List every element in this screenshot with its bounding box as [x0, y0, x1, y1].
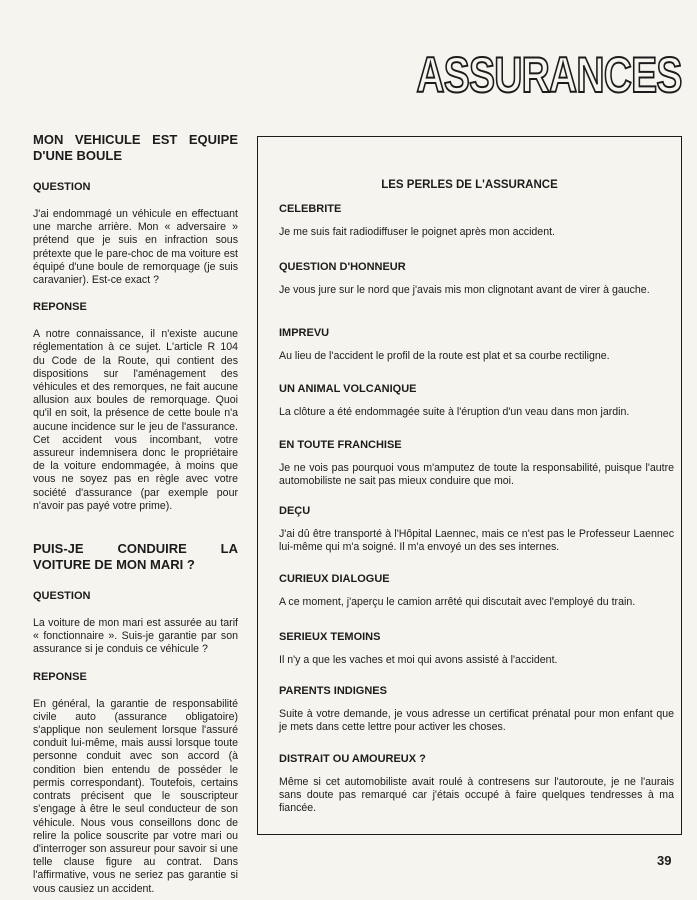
- perle-item: [279, 685, 674, 734]
- perle-title: DISTRAIT OU AMOUREUX ?: [279, 753, 426, 765]
- perle-item: [279, 439, 674, 488]
- perle-text: Il n'y a que les vaches et moi qui avons assisté à l'accident.: [279, 654, 558, 666]
- perle-text: Suite à votre demande, je vous adresse un certificat prénatal pour mon enfant que je mets dans cette lettre pour activer les choses.: [279, 708, 674, 734]
- masthead-title: ASSURANCES: [416, 47, 682, 103]
- perle-text: Même si cet automobiliste avait roulé à contresens sur l'autoroute, je ne l'aurais sans doute pas remarqué car j'étais occupé à faire quelques tendresses à ma fiancée.: [279, 776, 674, 815]
- perle-item: [279, 753, 674, 816]
- left-column: [33, 132, 238, 896]
- perles-box: [257, 136, 682, 835]
- section-1-answer: A notre connaissance, il n'existe aucune réglementation à ce sujet. L'article R 104 du Code de la Route, qui contient des dispositions sur l'aménagement des véhicules et des remorques, ne fait aucune allusion aux boules de remorquage. Quoi qu'il en soit, la présence de cette boule n'a aucune incidence sur le jeu de l'assurance. Cet accident vous incombant, votre assureur indemnisera donc le propriétaire de la voiture endommagée, à moins que vous ne soyez pas en règle avec votre société d'assurance (par exemple pour n'avoir pas payé votre prime).: [33, 328, 238, 512]
- perle-title: EN TOUTE FRANCHISE: [279, 439, 402, 451]
- section-1-title: MON VEHICULE EST EQUIPE D'UNE BOULE: [33, 132, 238, 163]
- perle-text: A ce moment, j'aperçu le camion arrêté qui discutait avec l'employé du train.: [279, 596, 636, 608]
- section-1-question: J'ai endommagé un véhicule en effectuant une marche arrière. Mon « adversaire » prétend que je suis en infraction sous prétexte que le pare-choc de ma voiture est équipé d'une boule de remorquage (je suis caravanier). Est-ce exact ?: [33, 208, 238, 287]
- perle-item: [279, 631, 674, 667]
- perle-title: UN ANIMAL VOLCANIQUE: [279, 383, 417, 395]
- perle-item: [279, 505, 674, 554]
- perle-item: [279, 261, 674, 297]
- perle-text: Je me suis fait radiodiffuser le poignet après mon accident.: [279, 226, 555, 238]
- perle-text: J'ai dû être transporté à l'Hôpital Laennec, mais ce n'est pas le Professeur Laennec lui-même qui m'a soigné. Il m'a envoyé un des ses internes.: [279, 528, 674, 554]
- page-number: 39: [657, 853, 672, 868]
- perle-title: SERIEUX TEMOINS: [279, 631, 381, 643]
- section-2-question-label: QUESTION: [33, 590, 91, 603]
- section-2-answer-label: REPONSE: [33, 670, 87, 683]
- perle-text: Au lieu de l'accident le profil de la route est plat et sa courbe rectiligne.: [279, 350, 610, 362]
- perle-item: [279, 573, 674, 609]
- section-2-answer: En général, la garantie de responsabilité civile auto (assurance obligatoire) s'applique non seulement lorsque l'assuré conduit lui-même, mais aussi lorsque toute personne conduit avec son accord (à condition bien entendu de posséder le permis correspondant). Toutefois, certains contrats précisent que le souscripteur s'engage à être le seul conducteur de son véhicule. Nous vous conseillons donc de relire la police souscrite par votre mari ou d'interroger son assureur pour savoir si une telle clause figure au contrat. Dans l'affirmative, vous ne seriez pas garantie si vous causiez un accident.: [33, 697, 238, 895]
- perle-item: [279, 203, 674, 239]
- perle-text: Je ne vois pas pourquoi vous m'amputez de toute la responsabilité, puisque l'autre automobiliste ne sait pas mieux conduire que moi.: [279, 462, 674, 488]
- perle-title: DEÇU: [279, 505, 311, 517]
- perle-title: CURIEUX DIALOGUE: [279, 573, 390, 585]
- perle-item: [279, 327, 674, 363]
- perles-box-title: LES PERLES DE L'ASSURANCE: [381, 179, 558, 191]
- perle-title: CELEBRITE: [279, 203, 342, 215]
- perle-title: PARENTS INDIGNES: [279, 685, 387, 697]
- section-2-title: PUIS-JE CONDUIRE LA VOITURE DE MON MARI ?: [33, 541, 238, 572]
- perle-text: Je vous jure sur le nord que j'avais mis mon clignotant avant de virer à gauche.: [279, 284, 650, 296]
- perle-text: La clôture a été endommagée suite à l'éruption d'un veau dans mon jardin.: [279, 406, 630, 418]
- perle-title: IMPREVU: [279, 327, 330, 339]
- masthead: [418, 44, 680, 106]
- perle-item: [279, 383, 674, 419]
- section-1-question-label: QUESTION: [33, 181, 91, 193]
- section-2-question: La voiture de mon mari est assurée au tarif « fonctionnaire ». Suis-je garantie par son assurance si je conduis ce véhicule ?: [33, 617, 238, 656]
- section-1-answer-label: REPONSE: [33, 301, 87, 314]
- perle-title: QUESTION D'HONNEUR: [279, 261, 406, 273]
